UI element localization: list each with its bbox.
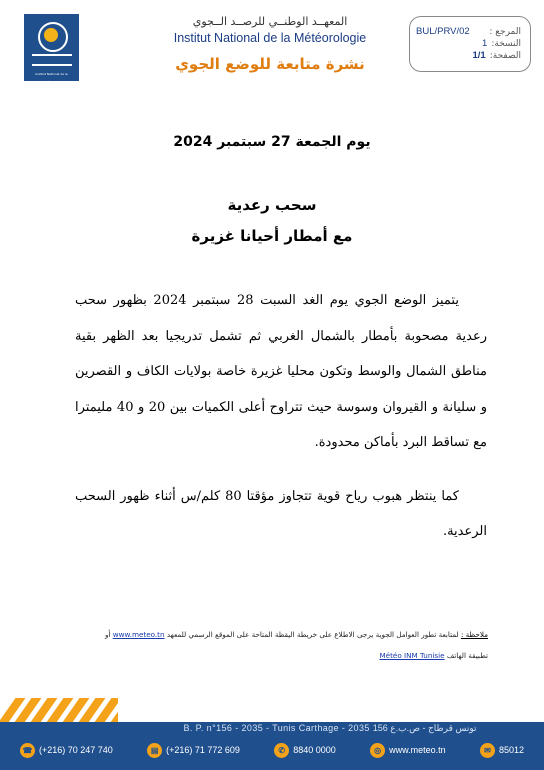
contact-hotline-text: 8840 0000 xyxy=(293,745,336,755)
app-link[interactable]: Météo INM Tunisie xyxy=(379,651,445,660)
fax-icon: ▤ xyxy=(147,743,162,758)
headline-line-2: مع أمطار أحيانا غزيرة xyxy=(191,227,353,245)
institute-name-fr: Institut National de la Météorologie xyxy=(173,31,367,45)
page-row xyxy=(416,50,521,62)
web-icon: ◎ xyxy=(370,743,385,758)
contact-fax-text: (+216) 71 772 609 xyxy=(166,745,240,755)
footer-address: B. P. n°156 - 2035 - Tunis Carthage - 2035 تونس قرطاج - ص.ب.ع 156 xyxy=(183,723,477,733)
contact-phone-text: (+216) 70 247 740 xyxy=(39,745,113,755)
note-or: أو xyxy=(104,630,111,639)
headline-line-1: سحب رعدية xyxy=(227,196,317,214)
logo-sun-icon xyxy=(44,28,58,42)
reference-value: BUL/PRV/02 xyxy=(416,26,470,37)
note-text: لمتابعة تطور العوامل الجوية يرجى الاطلاع على خريطة اليقظة المتاحة على الموقع الرسمي للمعهد xyxy=(166,630,459,639)
logo-tagline: Institut National de la Météorologie xyxy=(35,72,68,84)
page-label: الصفحة: xyxy=(489,51,521,61)
inm-logo xyxy=(24,14,79,84)
contact-hotline[interactable] xyxy=(274,743,336,758)
contact-sms-text: 85012 xyxy=(498,745,524,755)
bulletin-body xyxy=(75,283,487,568)
logo-waves-icon xyxy=(32,54,72,66)
footnote xyxy=(54,624,488,666)
bulletin-date: يوم الجمعة 27 سبتمبر 2024 xyxy=(173,134,371,150)
contact-web[interactable] xyxy=(370,743,446,758)
body-paragraph-2: كما ينتظر هبوب رياح قوية تتجاوز مؤقتا 80 كلم/س أثناء ظهور السحب الرعدية. xyxy=(75,488,487,539)
reference-label: المرجع : xyxy=(489,27,521,37)
phone-icon: ☎ xyxy=(20,743,35,758)
sms-icon: ✉ xyxy=(480,743,495,758)
page-value: 1/1 xyxy=(472,50,486,61)
footer-contacts xyxy=(20,739,524,761)
hotline-icon: ✆ xyxy=(274,743,289,758)
body-paragraph-1: يتميز الوضع الجوي يوم الغد السبت 28 سبتمبر 2024 بظهور سحب رعدية مصحوبة بأمطار بالشمال الغربي ثم تشمل تدريجيا بعد الظهر بقية مناطق الشمال والوسط وتكون محليا غزيرة خاصة بولايات الكاف و القصرين و سليانة و القيروان وسوسة حيث تتراوح أعلى الكميات بين 20 و 40 مليمترا مع تساقط البرد بأماكن محدودة. xyxy=(75,293,488,450)
contact-fax[interactable] xyxy=(147,743,240,758)
contact-web-text: www.meteo.tn xyxy=(389,745,446,755)
copy-label: النسخة: xyxy=(491,39,521,49)
website-link[interactable]: www.meteo.tn xyxy=(112,630,165,639)
copy-value: 1 xyxy=(482,38,488,49)
note-app-text: تطبيقة الهاتف xyxy=(446,651,488,660)
reference-box xyxy=(409,16,531,72)
contact-phone[interactable] xyxy=(20,743,113,758)
contact-sms[interactable] xyxy=(480,743,524,758)
reference-row xyxy=(416,26,521,38)
institute-name-ar: المعهــد الوطنــي للرصــد الــجوي xyxy=(192,15,348,28)
copy-row xyxy=(416,38,521,50)
bulletin-title: نشرة متابعة للوضع الجوي xyxy=(175,55,365,73)
note-label: ملاحظة : xyxy=(460,630,488,639)
